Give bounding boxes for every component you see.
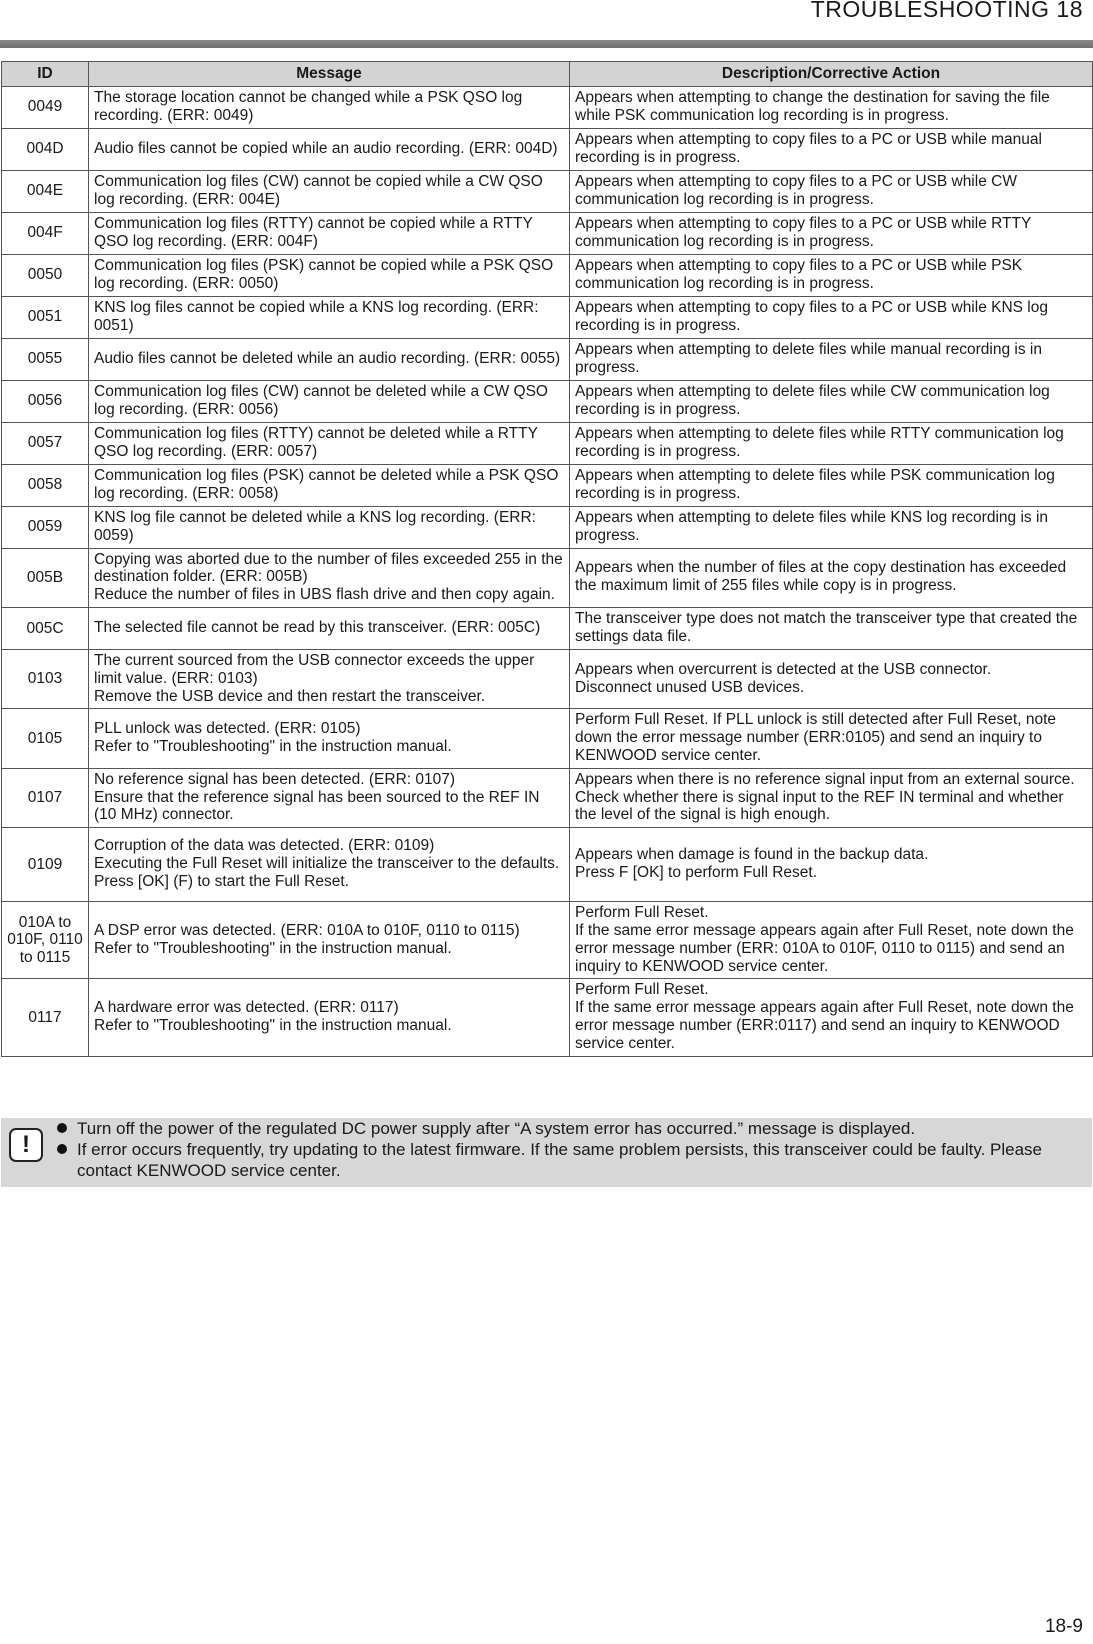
table-row (2, 170, 1093, 212)
error-description-cell: Appears when attempting to change the destination for saving the file while PSK communication log recording is in progress. (570, 87, 1093, 129)
caution-note-list (57, 1118, 1080, 1181)
error-id-cell: 005C (2, 607, 89, 649)
error-description-cell: Perform Full Reset. If the same error message appears again after Full Reset, note down the error message number (ERR:0117) and send an inquiry to KENWOOD service center. (570, 979, 1093, 1056)
table-row (2, 296, 1093, 338)
table-row (2, 979, 1093, 1056)
caution-note-item (57, 1118, 1080, 1139)
table-row (2, 380, 1093, 422)
column-header-id: ID (2, 62, 89, 87)
table-row (2, 649, 1093, 708)
error-message-cell: Corruption of the data was detected. (ERR: 0109) Executing the Full Reset will initialize the transceiver to the defaults. Press [OK] (F) to start the Full Reset. (89, 828, 570, 902)
error-description-cell: Appears when attempting to delete files while KNS log recording is in progress. (570, 506, 1093, 548)
error-message-cell: Communication log files (PSK) cannot be copied while a PSK QSO log recording. (ERR: 0050) (89, 254, 570, 296)
caution-note-text: If error occurs frequently, try updating to the latest firmware. If the same problem persists, this transceiver could be faulty. Please contact KENWOOD service center. (77, 1140, 1043, 1180)
error-message-cell: The current sourced from the USB connector exceeds the upper limit value. (ERR: 0103) Remove the USB device and then restart the transceiver. (89, 649, 570, 708)
error-id-cell: 010A to 010F, 0110 to 0115 (2, 902, 89, 979)
table-row (2, 87, 1093, 129)
error-id-cell: 0050 (2, 254, 89, 296)
error-id-cell: 005B (2, 548, 89, 607)
caution-note-item (57, 1139, 1080, 1181)
error-id-cell: 0059 (2, 506, 89, 548)
error-description-cell: Perform Full Reset. If the same error message appears again after Full Reset, note down the error message number (ERR: 010A to 010F, 0110 to 0115) and send an inquiry to KENWOOD service center. (570, 902, 1093, 979)
error-description-cell: Appears when attempting to copy files to a PC or USB while manual recording is in progress. (570, 128, 1093, 170)
column-header-description: Description/Corrective Action (570, 62, 1093, 87)
error-message-cell: KNS log file cannot be deleted while a KNS log recording. (ERR: 0059) (89, 506, 570, 548)
header-rule (0, 40, 1093, 48)
error-description-cell: Appears when attempting to copy files to a PC or USB while KNS log recording is in progress. (570, 296, 1093, 338)
error-message-cell: Copying was aborted due to the number of files exceeded 255 in the destination folder. (ERR: 005B) Reduce the number of files in UBS flash drive and then copy again. (89, 548, 570, 607)
error-message-cell: Audio files cannot be copied while an audio recording. (ERR: 004D) (89, 128, 570, 170)
page-header-title: TROUBLESHOOTING 18 (810, 0, 1083, 22)
error-description-cell: Appears when damage is found in the backup data. Press F [OK] to perform Full Reset. (570, 828, 1093, 902)
exclamation-icon: ! (9, 1128, 43, 1162)
error-description-cell: Appears when overcurrent is detected at the USB connector. Disconnect unused USB devices. (570, 649, 1093, 708)
table-row (2, 212, 1093, 254)
error-description-cell: Appears when attempting to delete files while RTTY communication log recording is in progress. (570, 422, 1093, 464)
error-message-cell: Audio files cannot be deleted while an audio recording. (ERR: 0055) (89, 338, 570, 380)
table-row (2, 902, 1093, 979)
table-row (2, 422, 1093, 464)
error-id-cell: 0055 (2, 338, 89, 380)
error-description-cell: Appears when there is no reference signal input from an external source. Check whether there is signal input to the REF IN terminal and whether the level of the signal is high enough. (570, 768, 1093, 827)
error-id-cell: 0117 (2, 979, 89, 1056)
error-description-cell: Appears when attempting to delete files while CW communication log recording is in progress. (570, 380, 1093, 422)
error-id-cell: 004E (2, 170, 89, 212)
error-message-cell: A DSP error was detected. (ERR: 010A to 010F, 0110 to 0115) Refer to "Troubleshooting" in the instruction manual. (89, 902, 570, 979)
table-row (2, 464, 1093, 506)
error-message-cell: The storage location cannot be changed while a PSK QSO log recording. (ERR: 0049) (89, 87, 570, 129)
error-id-cell: 0058 (2, 464, 89, 506)
error-id-cell: 0057 (2, 422, 89, 464)
error-message-cell: KNS log files cannot be copied while a KNS log recording. (ERR: 0051) (89, 296, 570, 338)
error-id-cell: 0105 (2, 709, 89, 768)
table-row (2, 506, 1093, 548)
error-message-table (1, 61, 1093, 1057)
error-message-cell: Communication log files (RTTY) cannot be copied while a RTTY QSO log recording. (ERR: 004F) (89, 212, 570, 254)
bullet-icon (57, 1144, 67, 1154)
caution-note (1, 1118, 1092, 1187)
error-description-cell: Appears when attempting to copy files to a PC or USB while CW communication log recording is in progress. (570, 170, 1093, 212)
table-row (2, 768, 1093, 827)
error-description-cell: Appears when attempting to delete files while manual recording is in progress. (570, 338, 1093, 380)
error-id-cell: 004D (2, 128, 89, 170)
table-row (2, 709, 1093, 768)
page-number: 18-9 (1044, 1616, 1083, 1637)
error-message-cell: The selected file cannot be read by this transceiver. (ERR: 005C) (89, 607, 570, 649)
error-message-cell: Communication log files (PSK) cannot be deleted while a PSK QSO log recording. (ERR: 0058) (89, 464, 570, 506)
table-row (2, 548, 1093, 607)
error-id-cell: 0051 (2, 296, 89, 338)
table-row (2, 607, 1093, 649)
error-message-cell: A hardware error was detected. (ERR: 0117) Refer to "Troubleshooting" in the instruction manual. (89, 979, 570, 1056)
error-description-cell: Appears when attempting to delete files while PSK communication log recording is in progress. (570, 464, 1093, 506)
error-id-cell: 0056 (2, 380, 89, 422)
error-message-cell: Communication log files (CW) cannot be deleted while a CW QSO log recording. (ERR: 0056) (89, 380, 570, 422)
error-description-cell: The transceiver type does not match the transceiver type that created the settings data file. (570, 607, 1093, 649)
table-row (2, 128, 1093, 170)
error-description-cell: Appears when attempting to copy files to a PC or USB while PSK communication log recording is in progress. (570, 254, 1093, 296)
error-description-cell: Perform Full Reset. If PLL unlock is still detected after Full Reset, note down the error message number (ERR:0105) and send an inquiry to KENWOOD service center. (570, 709, 1093, 768)
caution-note-text: Turn off the power of the regulated DC power supply after “A system error has occurred.” message is displayed. (77, 1119, 916, 1138)
table-row (2, 338, 1093, 380)
table-row (2, 828, 1093, 902)
table-header-row (2, 62, 1093, 87)
error-id-cell: 0107 (2, 768, 89, 827)
column-header-message: Message (89, 62, 570, 87)
table-row (2, 254, 1093, 296)
error-message-cell: No reference signal has been detected. (ERR: 0107) Ensure that the reference signal has been sourced to the REF IN (10 MHz) connector. (89, 768, 570, 827)
error-message-cell: Communication log files (CW) cannot be copied while a CW QSO log recording. (ERR: 004E) (89, 170, 570, 212)
error-message-cell: Communication log files (RTTY) cannot be deleted while a RTTY QSO log recording. (ERR: 0057) (89, 422, 570, 464)
error-id-cell: 0103 (2, 649, 89, 708)
error-id-cell: 004F (2, 212, 89, 254)
error-id-cell: 0109 (2, 828, 89, 902)
error-description-cell: Appears when attempting to copy files to a PC or USB while RTTY communication log recording is in progress. (570, 212, 1093, 254)
error-id-cell: 0049 (2, 87, 89, 129)
error-message-cell: PLL unlock was detected. (ERR: 0105) Refer to "Troubleshooting" in the instruction manual. (89, 709, 570, 768)
error-description-cell: Appears when the number of files at the copy destination has exceeded the maximum limit of 255 files while copy is in progress. (570, 548, 1093, 607)
bullet-icon (57, 1123, 67, 1133)
